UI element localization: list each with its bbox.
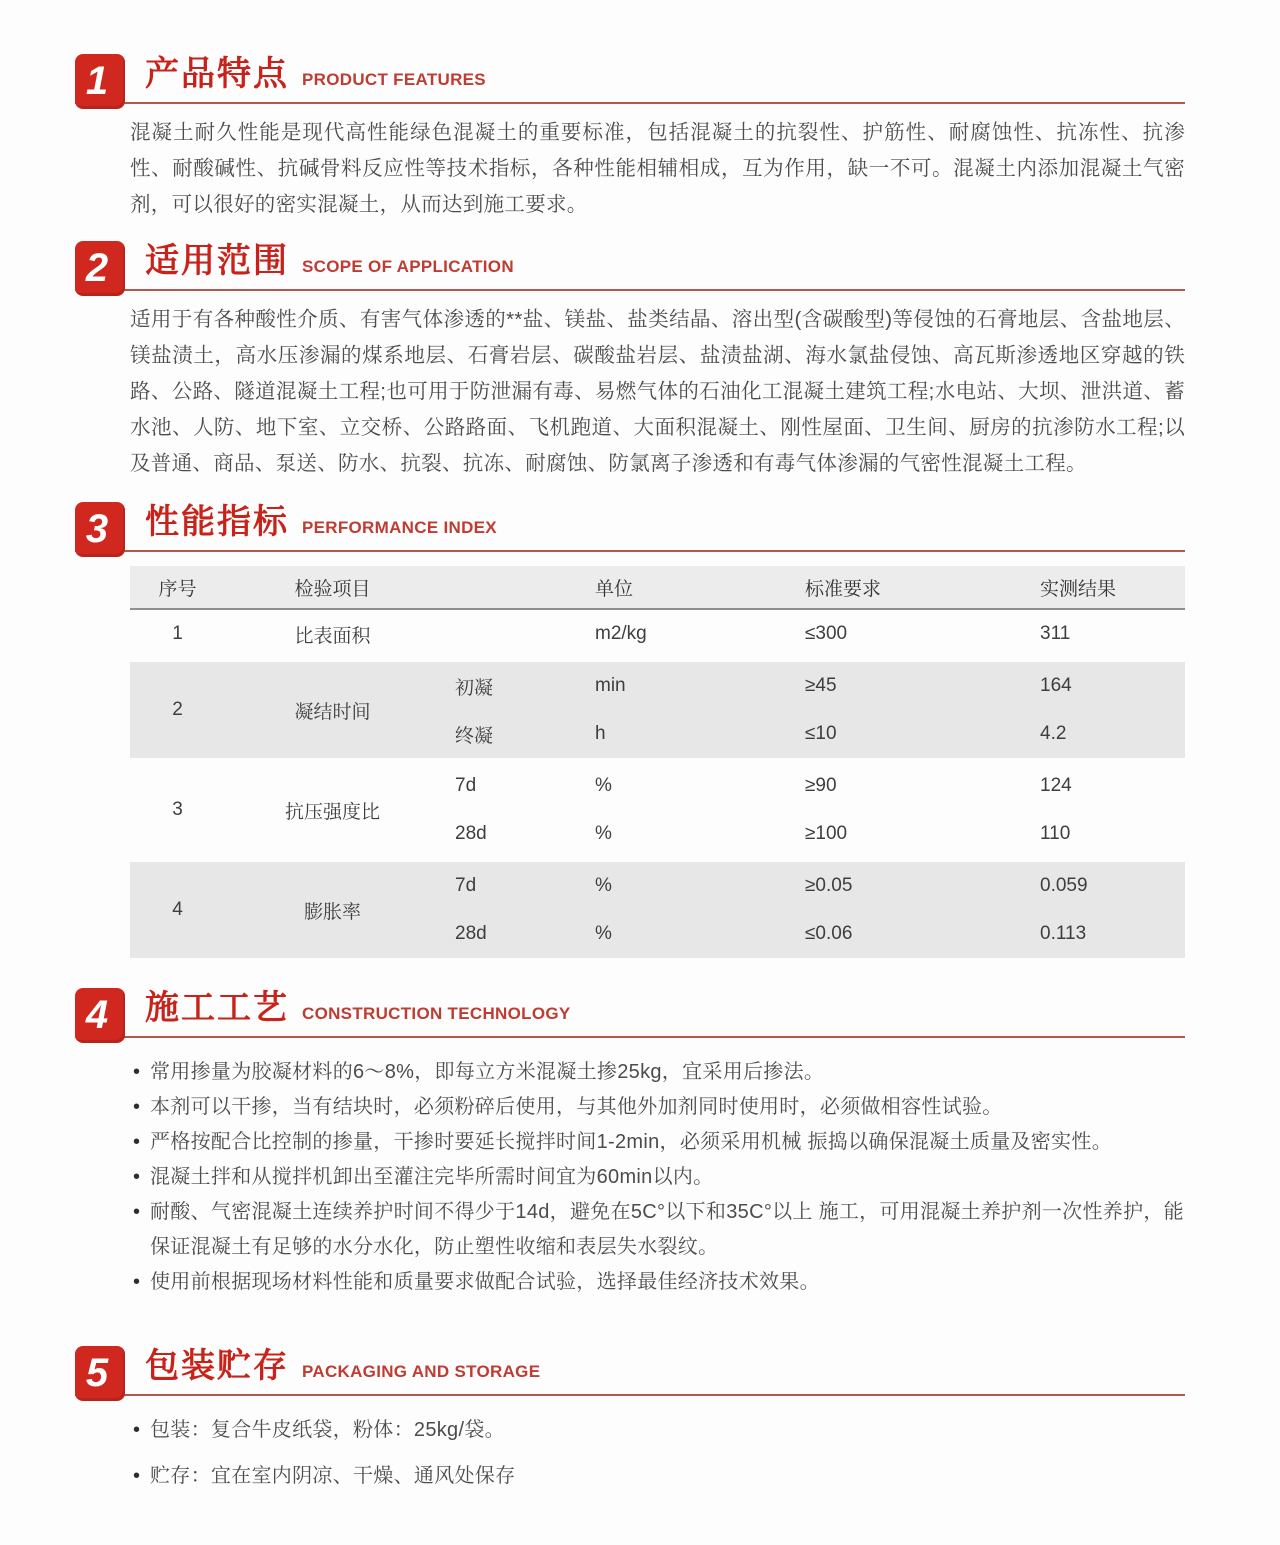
cell-result: 311 (1040, 623, 1071, 644)
list-item (133, 1160, 1185, 1195)
cell-standard: ≤300 (805, 623, 848, 644)
table-row (130, 610, 1185, 658)
section-1-paragraph: 混凝土耐久性能是现代高性能绿色混凝土的重要标准，包括混凝土的抗裂性、护筋性、耐腐蚀性、抗冻性、抗渗性、耐酸碱性、抗碱骨料反应性等技术指标，各种性能相辅相成，互为作用，缺一不可。混凝土内添加混凝土气密剂，可以很好的密实混凝土，从而达到施工要求。 (130, 121, 1185, 216)
list-item (133, 1090, 1185, 1125)
cell-standard: ≥45 (805, 675, 837, 696)
section-5-number-badge (75, 1346, 125, 1401)
performance-table (130, 566, 1185, 958)
bullet-dot-icon: • (133, 1465, 141, 1487)
section-5-title-en: PACKAGING AND STORAGE (302, 1362, 541, 1381)
cell-item: 抗压强度比 (284, 801, 380, 823)
cell-result: 0.059 (1040, 875, 1088, 896)
cell-no: 4 (172, 899, 183, 920)
section-2-number: 2 (85, 246, 109, 290)
cell-standard: ≤0.06 (805, 923, 853, 944)
cell-standard: ≤10 (805, 723, 837, 744)
col-header-item: 检验项目 (294, 578, 371, 600)
cell-unit: % (595, 923, 612, 944)
cell-sub: 7d (455, 875, 477, 896)
cell-sub: 7d (455, 775, 477, 796)
section-2-title-cn: 适用范围 (145, 242, 289, 280)
section-3-number: 3 (85, 507, 109, 551)
col-header-no: 序号 (158, 578, 197, 600)
list-item (133, 1055, 1185, 1090)
bullet-dot-icon: • (133, 1061, 141, 1083)
cell-no: 1 (172, 623, 183, 644)
cell-unit: % (595, 775, 612, 796)
cell-result: 4.2 (1040, 723, 1067, 744)
section-construction-technology (75, 982, 1185, 1300)
list-item (133, 1195, 1185, 1265)
section-1-titles (145, 46, 486, 102)
list-item (133, 1125, 1185, 1160)
section-4-header (75, 982, 1185, 1038)
cell-sub: 终凝 (455, 725, 494, 747)
section-2-number-badge (75, 241, 125, 296)
cell-unit: m2/kg (595, 623, 647, 644)
cell-sub: 28d (455, 923, 487, 944)
section-1-number: 1 (85, 59, 109, 103)
section-3-number-badge (75, 502, 125, 557)
list-item-text: 耐酸、气密混凝土连续养护时间不得少于14d，避免在5C°以下和35C°以上 施工，可用混凝土养护剂一次性养护，能保证混凝土有足够的水分水化，防止塑性收缩和表层失水裂纹。 (150, 1201, 1184, 1258)
section-4-title-cn: 施工工艺 (145, 989, 289, 1027)
packaging-bullet-list (133, 1413, 1185, 1494)
col-header-result: 实测结果 (1040, 578, 1117, 600)
cell-item: 比表面积 (294, 625, 371, 647)
section-4-number: 4 (85, 993, 109, 1037)
section-5-header (75, 1340, 1185, 1396)
section-scope-of-application (75, 235, 1185, 482)
section-3-title-en: PERFORMANCE INDEX (302, 518, 497, 537)
section-3-header (75, 496, 1185, 552)
table-row (130, 662, 1185, 758)
section-1-header (75, 48, 1185, 104)
section-5-number: 5 (85, 1351, 109, 1395)
cell-item: 凝结时间 (294, 701, 371, 723)
cell-unit: % (595, 823, 612, 844)
cell-sub: 28d (455, 823, 487, 844)
table-row (130, 862, 1185, 958)
section-3-titles (145, 494, 497, 550)
bullet-dot-icon: • (133, 1419, 141, 1441)
list-item-text: 贮存：宜在室内阴凉、干燥、通风处保存 (150, 1465, 516, 1487)
cell-no: 2 (172, 699, 183, 720)
section-1-title-cn: 产品特点 (145, 55, 289, 93)
cell-standard: ≥90 (805, 775, 837, 796)
bullet-dot-icon: • (133, 1271, 141, 1293)
cell-result: 164 (1040, 675, 1072, 696)
section-packaging-and-storage (75, 1340, 1185, 1494)
section-3-title-cn: 性能指标 (145, 503, 289, 541)
table-row (130, 762, 1185, 858)
section-5-titles (145, 1338, 540, 1394)
construction-bullet-list (133, 1055, 1185, 1300)
cell-unit: min (595, 675, 626, 696)
bullet-dot-icon: • (133, 1131, 141, 1153)
cell-item: 膨胀率 (303, 901, 361, 923)
section-1-number-badge (75, 54, 125, 109)
col-header-standard: 标准要求 (805, 578, 882, 600)
list-item (133, 1459, 1185, 1494)
section-2-title-en: SCOPE OF APPLICATION (302, 257, 514, 276)
section-4-number-badge (75, 988, 125, 1043)
section-5-title-cn: 包装贮存 (145, 1347, 289, 1385)
cell-unit: h (595, 723, 606, 744)
section-2-header (75, 235, 1185, 291)
cell-sub: 初凝 (455, 677, 494, 699)
list-item-text: 混凝土拌和从搅拌机卸出至灌注完毕所需时间宜为60min以内。 (150, 1166, 714, 1188)
cell-result: 110 (1040, 823, 1071, 844)
cell-result: 124 (1040, 775, 1072, 796)
section-performance-index (75, 496, 1185, 958)
section-2-paragraph: 适用于有各种酸性介质、有害气体渗透的**盐、镁盐、盐类结晶、溶出型(含碳酸型)等侵蚀的石膏地层、含盐地层、镁盐渍土，高水压渗漏的煤系地层、石膏岩层、碳酸盐岩层、盐渍盐湖、海水氯盐侵蚀、高瓦斯渗透地区穿越的铁路、公路、隧道混凝土工程;也可用于防泄漏有毒、易燃气体的石油化工混凝土建筑工程;水电站、大坝、泄洪道、蓄水池、人防、地下室、立交桥、公路路面、飞机跑道、大面积混凝土、刚性屋面、卫生间、厨房的抗渗防水工程;以及普通、商品、泵送、防水、抗裂、抗冻、耐腐蚀、防氯离子渗透和有毒气体渗漏的气密性混凝土工程。 (130, 308, 1185, 475)
list-item-text: 包装：复合牛皮纸袋，粉体：25kg/袋。 (150, 1419, 505, 1441)
section-1-title-en: PRODUCT FEATURES (302, 70, 486, 89)
cell-unit: % (595, 875, 612, 896)
list-item-text: 严格按配合比控制的掺量，干掺时要延长搅拌时间1-2min，必须采用机械 振捣以确保混凝土质量及密实性。 (150, 1131, 1112, 1153)
bullet-dot-icon: • (133, 1096, 141, 1118)
col-header-unit: 单位 (595, 578, 634, 600)
cell-standard: ≥100 (805, 823, 848, 844)
list-item (133, 1265, 1185, 1300)
section-product-features (75, 48, 1185, 223)
list-item-text: 常用掺量为胶凝材料的6～8%，即每立方米混凝土掺25kg，宜采用后掺法。 (150, 1061, 825, 1083)
table-header-row (130, 566, 1185, 610)
list-item (133, 1413, 1185, 1448)
section-2-titles (145, 233, 514, 289)
cell-standard: ≥0.05 (805, 875, 853, 896)
bullet-dot-icon: • (133, 1166, 141, 1188)
section-4-titles (145, 980, 571, 1036)
list-item-text: 本剂可以干掺，当有结块时，必须粉碎后使用，与其他外加剂同时使用时，必须做相容性试验。 (150, 1096, 1003, 1118)
section-4-title-en: CONSTRUCTION TECHNOLOGY (302, 1004, 571, 1023)
bullet-dot-icon: • (133, 1201, 141, 1223)
cell-result: 0.113 (1040, 923, 1087, 944)
list-item-text: 使用前根据现场材料性能和质量要求做配合试验，选择最佳经济技术效果。 (150, 1271, 820, 1293)
cell-no: 3 (172, 799, 183, 820)
